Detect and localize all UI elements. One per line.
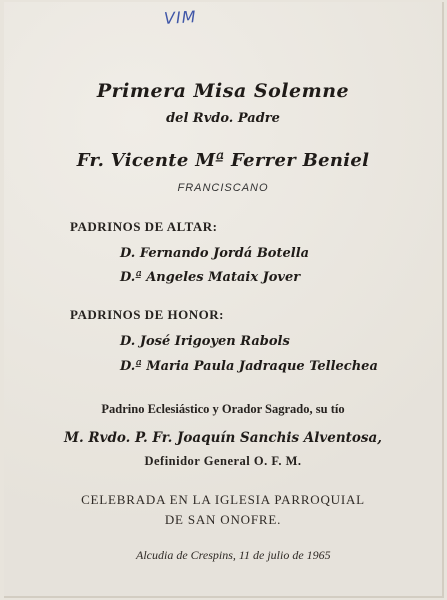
handwritten-mark: VIM — [163, 7, 197, 28]
place-date: Alcudia de Crespins, 11 de julio de 1965 — [136, 548, 331, 562]
padrinos-honor-heading: PADRINOS DE HONOR: — [70, 307, 224, 322]
padrino-eclesiastico-name: M. Rvdo. P. Fr. Joaquín Sanchis Alventosa, — [64, 430, 382, 446]
padrino-eclesiastico-label: Padrino Eclesiástico y Orador Sagrado, su tío — [101, 402, 345, 416]
invitation-title: Primera Misa Solemne — [96, 80, 350, 102]
religious-order: FRANCISCANO — [177, 182, 269, 194]
celebration-line-2: DE SAN ONOFRE. — [164, 512, 282, 527]
padrino-honor-2: D.ª Maria Paula Jadraque Tellechea — [120, 359, 378, 374]
invitation-subtitle: del Rvdo. Padre — [166, 111, 280, 126]
padrino-altar-1: D. Fernando Jordá Botella — [120, 246, 310, 261]
padrino-altar-2: D.ª Angeles Mataix Jover — [120, 270, 301, 285]
padrino-honor-1: D. José Irigoyen Rabols — [120, 334, 290, 349]
celebrant-name: Fr. Vicente Mª Ferrer Beniel — [76, 150, 370, 171]
padrinos-altar-heading: PADRINOS DE ALTAR: — [70, 219, 218, 234]
celebration-line-1: CELEBRADA EN LA IGLESIA PARROQUIAL — [81, 492, 365, 507]
invitation-card — [4, 2, 444, 598]
padrino-eclesiastico-role: Definidor General O. F. M. — [144, 454, 302, 468]
